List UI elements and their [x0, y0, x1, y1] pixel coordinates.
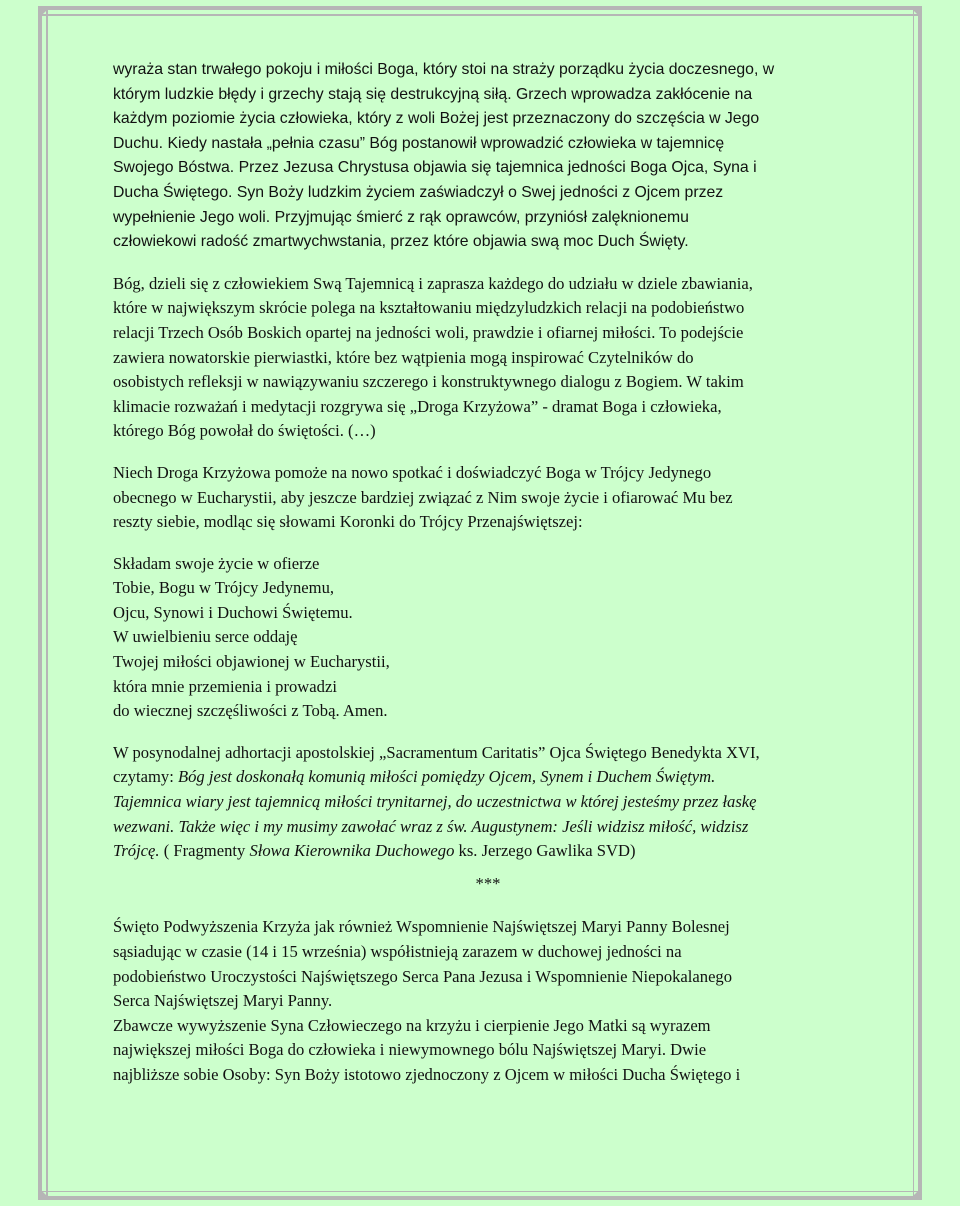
poem-line: W uwielbieniu serce oddaję	[113, 627, 298, 647]
italic-quote: Tajemnica wiary jest tajemnicą miłości trynitarnej, do uczestnictwa w której jesteśmy przez łaskę	[113, 792, 757, 812]
text-line: wypełnienie Jego woli. Przyjmując śmierć z rąk oprawców, przyniósł zalęknionemu	[113, 208, 689, 226]
text-line: podobieństwo Uroczystości Najświętszego Serca Pana Jezusa i Wspomnienie Niepokalanego	[113, 966, 733, 986]
poem-line: Tobie, Bogu w Trójcy Jedynemu,	[113, 578, 335, 598]
text-line: najbliższe sobie Osoby: Syn Boży istotowo zjednoczony z Ojcem w miłości Ducha Świętego i	[113, 1064, 741, 1084]
document-body	[113, 58, 863, 1105]
poem-line: Składam swoje życie w ofierze	[113, 553, 320, 573]
text-line: klimacie rozważań i medytacji rozgrywa się „Droga Krzyżowa” - dramat Boga i człowieka,	[113, 396, 722, 416]
text-line	[113, 815, 863, 840]
text-run: ks. Jerzego Gawlika SVD)	[454, 841, 636, 861]
text-line: którym ludzkie błędy i grzechy stają się destrukcyjną siłą. Grzech wprowadza zakłócenie na	[113, 85, 753, 103]
text-line: Zbawcze wywyższenie Syna Człowieczego na krzyżu i cierpienie Jego Matki są wyrazem	[113, 1015, 711, 1035]
text-line: Duchu. Kiedy nastała „pełnia czasu” Bóg postanowił wprowadzić człowieka w tajemnicę	[113, 134, 725, 152]
text-line: Ducha Świętego. Syn Boży ludzkim życiem zaświadczył o Swej jedności z Ojcem przez	[113, 183, 724, 201]
text-line: obecnego w Eucharystii, aby jeszcze bardziej związać z Nim swoje życie i ofiarować Mu bez	[113, 487, 733, 507]
prayer-poem	[113, 552, 863, 724]
text-line: Niech Droga Krzyżowa pomoże na nowo spotkać i doświadczyć Boga w Trójcy Jedynego	[113, 462, 712, 482]
poem-line: Twojej miłości objawionej w Eucharystii,	[113, 652, 390, 672]
text-line: największej miłości Boga do człowieka i niewymownego bólu Najświętszej Maryi. Dwie	[113, 1040, 707, 1060]
text-run: ( Fragmenty	[159, 841, 250, 861]
text-line: W posynodalnej adhortacji apostolskiej „Sacramentum Caritatis” Ojca Świętego Benedykta XVI,	[113, 742, 760, 762]
italic-quote: Trójcę.	[113, 841, 160, 861]
italic-quote: wezwani. Także więc i my musimy zawołać wraz z św. Augustynem: Jeśli widzisz miłość, widzisz	[113, 816, 749, 836]
text-line	[113, 839, 863, 864]
italic-quote: Bóg jest doskonałą komunią miłości pomiędzy Ojcem, Synem i Duchem Świętym.	[177, 767, 716, 787]
text-line: wyraża stan trwałego pokoju i miłości Boga, który stoi na straży porządku życia doczesnego, w	[113, 61, 775, 78]
text-line: Serca Najświętszej Maryi Panny.	[113, 991, 333, 1011]
text-line: którego Bóg powołał do świętości. (…)	[113, 421, 376, 441]
text-line: osobistych refleksji w nawiązywaniu szczerego i konstruktywnego dialogu z Bogiem. W takim	[113, 372, 744, 392]
corner-ornament	[38, 6, 51, 19]
paragraph-1	[113, 58, 863, 255]
poem-line: do wiecznej szczęśliwości z Tobą. Amen.	[113, 701, 388, 721]
poem-line: Ojcu, Synowi i Duchowi Świętemu.	[113, 602, 353, 622]
text-line: sąsiadując w czasie (14 i 15 września) współistnieją zarazem w duchowej jedności na	[113, 942, 682, 961]
corner-ornament	[909, 6, 922, 19]
paragraph-4	[113, 741, 863, 864]
text-line: reszty siebie, modląc się słowami Koronki do Trójcy Przenajświętszej:	[113, 512, 583, 532]
text-line: Swojego Bóstwa. Przez Jezusa Chrystusa objawia się tajemnica jedności Boga Ojca, Syna i	[113, 159, 757, 177]
paragraph-2	[113, 272, 863, 444]
paragraph-5	[113, 915, 863, 1087]
text-line	[113, 790, 863, 815]
poem-line: która mnie przemienia i prowadzi	[113, 676, 337, 696]
section-separator: ***	[475, 873, 501, 893]
text-run: czytamy:	[113, 767, 178, 787]
text-line: które w największym skrócie polega na kształtowaniu międzyludzkich relacji na podobieństwo	[113, 298, 745, 318]
text-line: człowiekowi radość zmartwychwstania, przez które objawia swą moc Duch Święty.	[113, 233, 689, 251]
text-line: każdym poziomie życia człowieka, który z woli Bożej jest przeznaczony do szczęścia w Jego	[113, 110, 760, 128]
text-line: Bóg, dzieli się z człowiekiem Swą Tajemnicą i zaprasza każdego do udziału w dziele zbawiania,	[113, 273, 753, 293]
italic-source: Słowa Kierownika Duchowego	[249, 841, 455, 861]
corner-ornament	[38, 1187, 51, 1200]
text-line	[113, 765, 863, 790]
text-line: relacji Trzech Osób Boskich opartej na jedności woli, prawdzie i ofiarnej miłości. To podejście	[113, 322, 744, 342]
text-line: zawiera nowatorskie pierwiastki, które bez wątpienia mogą inspirować Czytelników do	[113, 347, 694, 367]
paragraph-3	[113, 461, 863, 535]
corner-ornament	[909, 1187, 922, 1200]
text-line: Święto Podwyższenia Krzyża jak również Wspomnienie Najświętszej Maryi Panny Bolesnej	[113, 917, 730, 937]
